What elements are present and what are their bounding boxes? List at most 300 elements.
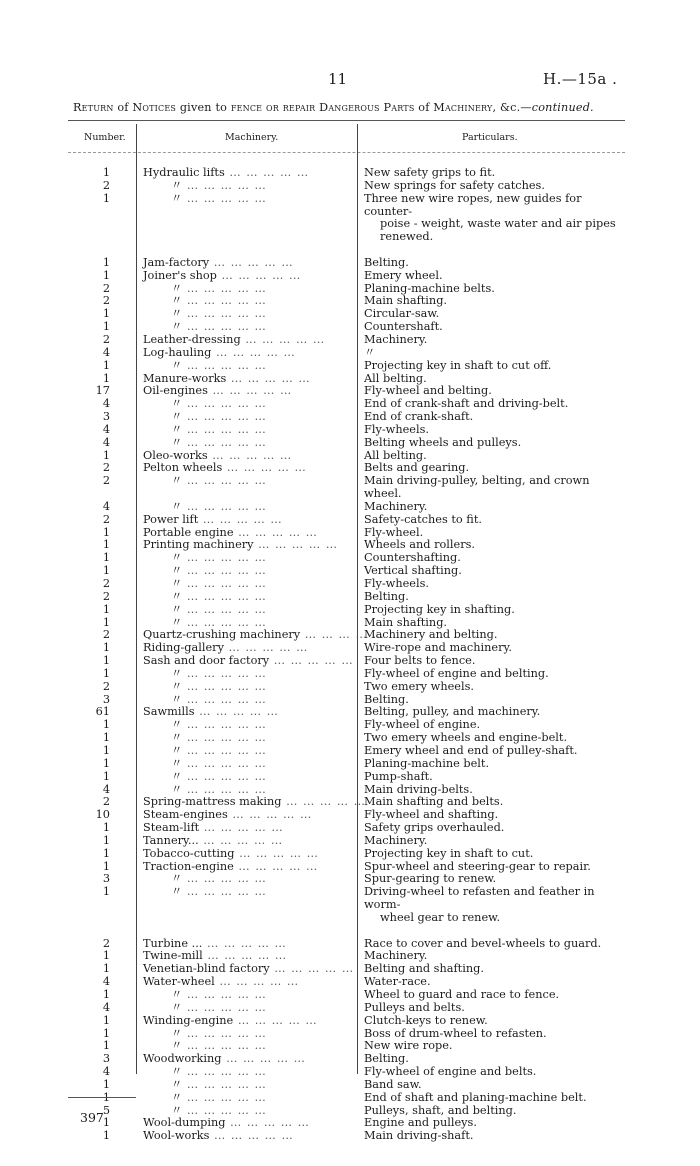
particulars-text: Four belts to fence. bbox=[364, 654, 476, 668]
machinery-label: Sawmills bbox=[143, 705, 195, 719]
particulars-text: New wire rope. bbox=[364, 1039, 453, 1053]
machinery-label: Log-hauling bbox=[143, 345, 212, 359]
leader-dots: … … … … … bbox=[182, 885, 267, 899]
row-machinery bbox=[143, 1130, 355, 1143]
machinery-label: 〃 bbox=[171, 782, 183, 796]
row-number: 3 bbox=[102, 410, 110, 424]
table-row bbox=[0, 257, 700, 270]
particulars-text: Fly-wheels. bbox=[364, 577, 429, 590]
machinery-label: 〃 bbox=[171, 358, 183, 372]
row-particulars bbox=[364, 848, 622, 861]
row-number: 1 bbox=[102, 166, 110, 179]
machinery-label: Wool-dumping bbox=[143, 1116, 226, 1130]
row-number: 2 bbox=[102, 936, 110, 950]
row-particulars bbox=[364, 411, 622, 424]
table-row bbox=[0, 1066, 700, 1079]
row-number: 1 bbox=[102, 821, 110, 835]
row-particulars bbox=[364, 668, 622, 681]
leader-dots: … … … … … bbox=[233, 1013, 318, 1027]
particulars-text: All belting. bbox=[364, 448, 427, 462]
machinery-label: Pelton wheels bbox=[143, 461, 223, 475]
page-number: 11 bbox=[328, 70, 348, 88]
row-machinery bbox=[143, 475, 355, 488]
leader-dots: … … … … … bbox=[182, 679, 267, 693]
particulars-text: Fly-wheel of engine. bbox=[364, 718, 481, 732]
machinery-label: 〃 bbox=[171, 666, 183, 680]
machinery-label: 〃 bbox=[171, 191, 183, 205]
leader-dots: … … … … … bbox=[240, 332, 326, 346]
row-number: 3 bbox=[102, 692, 110, 706]
leader-dots: … … … … … bbox=[182, 294, 267, 308]
row-number: 2 bbox=[102, 461, 110, 475]
row-number: 4 bbox=[102, 397, 110, 411]
leader-dots: … … … … … bbox=[182, 743, 267, 757]
row-particulars bbox=[364, 270, 622, 283]
leader-dots: … … … … … bbox=[182, 988, 267, 1001]
machinery-label: 〃 bbox=[171, 718, 183, 732]
machinery-label: Oleo-works bbox=[143, 448, 208, 462]
machinery-label: 〃 bbox=[171, 1000, 183, 1014]
row-number: 5 bbox=[102, 1103, 110, 1117]
row-number: 2 bbox=[102, 512, 110, 526]
leader-dots: … … … … … bbox=[182, 1026, 267, 1040]
row-particulars bbox=[364, 1015, 622, 1028]
row-number: 1 bbox=[102, 666, 110, 680]
row-particulars bbox=[364, 655, 622, 668]
leader-dots: … … … … … bbox=[227, 808, 313, 822]
table-row bbox=[0, 1015, 700, 1028]
particulars-text: Boss of drum-wheel to refasten. bbox=[364, 1026, 547, 1040]
row-particulars bbox=[364, 475, 622, 501]
table-row bbox=[0, 347, 700, 360]
row-number: 1 bbox=[102, 268, 110, 282]
table-row bbox=[0, 745, 700, 758]
row-number: 4 bbox=[102, 1065, 110, 1079]
particulars-text: Emery wheel. bbox=[364, 268, 443, 282]
row-number: 1 bbox=[102, 615, 110, 629]
leader-dots: … … … … … bbox=[182, 435, 267, 449]
particulars-text: Machinery. bbox=[364, 499, 428, 513]
table-row bbox=[0, 411, 700, 424]
particulars-text: Fly-wheels. bbox=[364, 422, 429, 436]
leader-dots: … … … … … bbox=[182, 692, 267, 706]
machinery-label: Turbine ... bbox=[143, 936, 203, 950]
table-row bbox=[0, 1130, 700, 1143]
heading-word: of bbox=[414, 101, 434, 114]
particulars-text: Machinery. bbox=[364, 833, 428, 847]
row-particulars bbox=[364, 347, 622, 360]
machinery-label: Winding-engine bbox=[143, 1013, 234, 1027]
leader-dots: … … … … … bbox=[269, 654, 354, 668]
row-number: 4 bbox=[102, 1000, 110, 1014]
leader-dots: … … … … … bbox=[182, 1000, 267, 1014]
row-particulars bbox=[364, 167, 622, 180]
row-number: 1 bbox=[102, 769, 110, 783]
leader-dots: … … … … … bbox=[225, 1116, 310, 1130]
particulars-text: Vertical shafting. bbox=[364, 564, 462, 578]
table-row bbox=[0, 1079, 700, 1092]
particulars-text: Fly-wheel of engine and belting. bbox=[364, 666, 549, 680]
row-number: 2 bbox=[102, 795, 110, 809]
leader-dots: … … … … … bbox=[223, 641, 309, 655]
row-particulars bbox=[364, 1066, 622, 1079]
leader-dots: … … … … … bbox=[202, 949, 288, 963]
table-row bbox=[0, 180, 700, 193]
row-number: 1 bbox=[102, 1039, 110, 1053]
row-number: 1 bbox=[102, 564, 110, 578]
machinery-label: Steam-lift bbox=[143, 821, 200, 835]
leader-dots: … … … … … bbox=[182, 731, 267, 745]
leader-dots: … … … … … bbox=[182, 615, 267, 629]
machinery-label: 〃 bbox=[171, 474, 183, 488]
table-row bbox=[0, 1002, 700, 1015]
heading-word: Dangerous Parts bbox=[319, 101, 415, 114]
row-particulars bbox=[364, 591, 622, 604]
row-number: 1 bbox=[102, 859, 110, 873]
spacer-row bbox=[0, 244, 700, 257]
particulars-text: Main driving-pulley, belting, and crown wheel. bbox=[364, 474, 590, 501]
table-row bbox=[0, 668, 700, 681]
row-number: 1 bbox=[102, 255, 110, 269]
machinery-label: 〃 bbox=[171, 1039, 183, 1053]
leader-dots: … … … … … bbox=[182, 602, 267, 616]
row-number: 1 bbox=[102, 1090, 110, 1104]
particulars-text: Fly-wheel. bbox=[364, 525, 424, 539]
total-count: 397 bbox=[80, 1110, 104, 1125]
row-number: 1 bbox=[102, 743, 110, 757]
machinery-label: Leather-dressing bbox=[143, 332, 241, 346]
leader-dots: … … … … … bbox=[216, 268, 302, 282]
table-row bbox=[0, 360, 700, 373]
row-particulars bbox=[364, 886, 622, 925]
leader-dots: … … … … … bbox=[182, 756, 267, 770]
particulars-text: Wheels and rollers. bbox=[364, 538, 475, 552]
row-number: 1 bbox=[102, 320, 110, 334]
table-row bbox=[0, 989, 700, 1002]
particulars-text: Fly-wheel of engine and belts. bbox=[364, 1065, 537, 1079]
leader-dots: … … … … … bbox=[182, 410, 267, 424]
row-number: 2 bbox=[102, 332, 110, 346]
machinery-label: 〃 bbox=[171, 756, 183, 770]
row-number: 1 bbox=[102, 885, 110, 899]
table-row bbox=[0, 604, 700, 617]
row-particulars bbox=[364, 180, 622, 193]
machinery-label: Venetian-blind factory bbox=[143, 962, 270, 976]
particulars-text: Belting, pulley, and machinery. bbox=[364, 705, 541, 719]
particulars-text: Machinery. bbox=[364, 332, 428, 346]
row-number: 1 bbox=[102, 538, 110, 552]
machinery-label: Manure-works bbox=[143, 371, 227, 385]
particulars-continuation: poise - weight, waste water and air pipes bbox=[380, 217, 616, 231]
row-number: 3 bbox=[102, 872, 110, 886]
row-number: 1 bbox=[102, 654, 110, 668]
leader-dots: … … … … … bbox=[182, 191, 267, 205]
machinery-label: 〃 bbox=[171, 988, 183, 1001]
leader-dots: … … … … … bbox=[182, 358, 267, 372]
particulars-text: Belting and shafting. bbox=[364, 962, 484, 976]
machinery-label: 〃 bbox=[171, 564, 183, 578]
row-particulars bbox=[364, 1130, 622, 1143]
machinery-label: Sash and door factory bbox=[143, 654, 270, 668]
leader-dots: … … … … … bbox=[182, 564, 267, 578]
leader-dots: … … … … … bbox=[253, 538, 339, 552]
heading-word: Notices bbox=[132, 101, 177, 114]
table-row bbox=[0, 655, 700, 668]
row-number: 1 bbox=[102, 731, 110, 745]
row-particulars bbox=[364, 360, 622, 373]
machinery-label: 〃 bbox=[171, 602, 183, 616]
row-machinery bbox=[143, 193, 355, 206]
row-number: 4 bbox=[102, 435, 110, 449]
leader-dots: … … … … … bbox=[224, 166, 310, 179]
leader-dots: … … … … … bbox=[182, 422, 267, 436]
row-particulars bbox=[364, 424, 622, 437]
leader-dots: … … … … … bbox=[182, 1039, 267, 1053]
machinery-label: 〃 bbox=[171, 1077, 183, 1091]
machinery-label: Traction-engine bbox=[143, 859, 234, 873]
leader-dots: … … … … … bbox=[182, 666, 267, 680]
row-number: 1 bbox=[102, 448, 110, 462]
row-number: 1 bbox=[102, 756, 110, 770]
particulars-text: Belting. bbox=[364, 589, 409, 603]
table-row bbox=[0, 475, 700, 501]
machinery-label: Wool-works bbox=[143, 1129, 210, 1143]
row-particulars bbox=[364, 1002, 622, 1015]
table-row bbox=[0, 681, 700, 694]
machinery-label: Jam-factory bbox=[143, 255, 210, 269]
table-row bbox=[0, 771, 700, 784]
particulars-text: Fly-wheel and shafting. bbox=[364, 808, 499, 822]
particulars-text: End of shaft and planing-machine belt. bbox=[364, 1090, 587, 1104]
row-number: 1 bbox=[102, 962, 110, 976]
row-number: 1 bbox=[102, 358, 110, 372]
leader-dots: … … … … … bbox=[182, 589, 267, 603]
leader-dots: … … … … … bbox=[234, 846, 319, 860]
row-particulars bbox=[364, 1092, 622, 1105]
machinery-label: Riding-gallery bbox=[143, 641, 224, 655]
particulars-text: Main driving-belts. bbox=[364, 782, 473, 796]
row-number: 1 bbox=[102, 641, 110, 655]
row-number: 2 bbox=[102, 178, 110, 192]
heading-word: given to bbox=[176, 101, 231, 114]
row-particulars bbox=[364, 193, 622, 244]
machinery-label: Oil-engines bbox=[143, 384, 208, 398]
machinery-label: Spring-mattress making bbox=[143, 795, 282, 809]
row-number: 1 bbox=[102, 833, 110, 847]
row-particulars bbox=[364, 681, 622, 694]
row-particulars bbox=[364, 822, 622, 835]
machinery-label: Portable engine bbox=[143, 525, 234, 539]
particulars-text: End of crank-shaft and driving-belt. bbox=[364, 397, 569, 411]
row-machinery bbox=[143, 886, 355, 899]
leader-dots: … … … … … bbox=[182, 1065, 267, 1079]
table-row bbox=[0, 591, 700, 604]
particulars-text: Countershafting. bbox=[364, 551, 461, 565]
leader-dots: … … … … … bbox=[182, 782, 267, 796]
machinery-label: 〃 bbox=[171, 422, 183, 436]
machinery-label: 〃 bbox=[171, 320, 183, 334]
particulars-text: Fly-wheel and belting. bbox=[364, 384, 492, 398]
particulars-text: Belts and gearing. bbox=[364, 461, 470, 475]
leader-dots: … … … … … bbox=[182, 1077, 267, 1091]
leader-dots: … … … … … bbox=[182, 577, 267, 590]
particulars-text: Pump-shaft. bbox=[364, 769, 433, 783]
leader-dots: … … … … … bbox=[198, 512, 283, 526]
row-particulars bbox=[364, 604, 622, 617]
particulars-text: Safety-catches to fit. bbox=[364, 512, 482, 526]
leader-dots: … … … … … bbox=[182, 1090, 267, 1104]
row-number: 1 bbox=[102, 371, 110, 385]
particulars-text: Pulleys, shaft, and belting. bbox=[364, 1103, 517, 1117]
machinery-label: Twine-mill bbox=[143, 949, 203, 963]
leader-dots: … … … … … bbox=[202, 936, 287, 950]
particulars-continuation: wheel gear to renew. bbox=[380, 910, 501, 924]
particulars-text: Main shafting. bbox=[364, 294, 448, 308]
heading-word: Machinery bbox=[433, 101, 493, 114]
machinery-label: 〃 bbox=[171, 577, 183, 590]
particulars-text: Projecting key in shafting. bbox=[364, 602, 515, 616]
leader-dots: … … … … … bbox=[209, 255, 294, 269]
row-number: 10 bbox=[95, 808, 110, 822]
row-particulars bbox=[364, 514, 622, 527]
particulars-text: Three new wire ropes, new guides for counter- bbox=[364, 191, 582, 218]
particulars-text: Wire-rope and machinery. bbox=[364, 641, 512, 655]
row-particulars bbox=[364, 771, 622, 784]
row-number: 1 bbox=[102, 846, 110, 860]
machinery-label: 〃 bbox=[171, 1103, 183, 1117]
row-number: 2 bbox=[102, 679, 110, 693]
leader-dots: … … … … … bbox=[281, 795, 366, 809]
particulars-text: Projecting key in shaft to cut off. bbox=[364, 358, 552, 372]
leader-dots: … … … … … bbox=[182, 474, 267, 488]
leader-dots: … … … … … bbox=[221, 1052, 306, 1066]
machinery-label: 〃 bbox=[171, 743, 183, 757]
spacer-row bbox=[0, 925, 700, 938]
particulars-text: Belting. bbox=[364, 255, 409, 269]
table-row bbox=[0, 758, 700, 771]
machinery-label: Woodworking bbox=[143, 1052, 222, 1066]
machinery-label: 〃 bbox=[171, 872, 183, 886]
leader-dots: … … … … … bbox=[207, 384, 293, 398]
particulars-text: Two emery wheels. bbox=[364, 679, 474, 693]
machinery-label: Steam-engines bbox=[143, 808, 228, 822]
table-body bbox=[0, 167, 700, 1143]
row-number: 2 bbox=[102, 628, 110, 642]
particulars-text: Main shafting and belts. bbox=[364, 795, 504, 809]
row-number: 2 bbox=[102, 294, 110, 308]
leader-dots: … … … … … bbox=[198, 833, 284, 847]
machinery-label: 〃 bbox=[171, 731, 183, 745]
leader-dots: … … … … … bbox=[182, 769, 267, 783]
particulars-text: Clutch-keys to renew. bbox=[364, 1013, 488, 1027]
particulars-text: Safety grips overhauled. bbox=[364, 821, 505, 835]
machinery-label: 〃 bbox=[171, 551, 183, 565]
particulars-text: Countershaft. bbox=[364, 320, 443, 334]
particulars-text: Machinery. bbox=[364, 949, 428, 963]
row-number: 1 bbox=[102, 1129, 110, 1143]
machinery-label: 〃 bbox=[171, 294, 183, 308]
row-particulars bbox=[364, 578, 622, 591]
row-number: 2 bbox=[102, 474, 110, 488]
row-number: 1 bbox=[102, 1116, 110, 1130]
leader-dots: … … … … … bbox=[182, 307, 267, 321]
row-number: 4 bbox=[102, 975, 110, 989]
table-row bbox=[0, 822, 700, 835]
header-top-rule bbox=[68, 120, 625, 121]
leader-dots: … … … … … bbox=[182, 320, 267, 334]
machinery-label: Water-wheel bbox=[143, 975, 215, 989]
particulars-text: Projecting key in shaft to cut. bbox=[364, 846, 534, 860]
particulars-text: New safety grips to fit. bbox=[364, 166, 496, 179]
row-number: 2 bbox=[102, 281, 110, 295]
machinery-label: Tobacco-cutting bbox=[143, 846, 235, 860]
particulars-text: Belting wheels and pulleys. bbox=[364, 435, 522, 449]
leader-dots: … … … … … bbox=[209, 1129, 294, 1143]
heading-word: of bbox=[113, 101, 133, 114]
table-row bbox=[0, 514, 700, 527]
particulars-text: New springs for safety catches. bbox=[364, 178, 545, 192]
particulars-text: Band saw. bbox=[364, 1077, 422, 1091]
leader-dots: … … … … … bbox=[300, 628, 385, 642]
leader-dots: … … … … … bbox=[194, 705, 279, 719]
row-particulars bbox=[364, 437, 622, 450]
machinery-label: 〃 bbox=[171, 435, 183, 449]
row-number: 1 bbox=[102, 949, 110, 963]
machinery-label: 〃 bbox=[171, 410, 183, 424]
table-row bbox=[0, 270, 700, 283]
leader-dots: … … … … … bbox=[182, 1103, 267, 1117]
row-particulars bbox=[364, 745, 622, 758]
row-particulars bbox=[364, 501, 622, 514]
row-particulars bbox=[364, 334, 622, 347]
machinery-label: 〃 bbox=[171, 885, 183, 899]
particulars-text: All belting. bbox=[364, 371, 427, 385]
machinery-label: 〃 bbox=[171, 307, 183, 321]
particulars-text: Belting. bbox=[364, 692, 409, 706]
particulars-text: Two emery wheels and engine-belt. bbox=[364, 731, 568, 745]
particulars-continuation: renewed. bbox=[380, 230, 434, 244]
particulars-text: 〃 bbox=[364, 345, 376, 359]
machinery-label: 〃 bbox=[171, 397, 183, 411]
document-reference: H.—15a . bbox=[543, 70, 618, 88]
row-number: 2 bbox=[102, 589, 110, 603]
total-rule bbox=[68, 1097, 136, 1098]
particulars-text: Machinery and belting. bbox=[364, 628, 498, 642]
machinery-label: 〃 bbox=[171, 1026, 183, 1040]
row-particulars bbox=[364, 989, 622, 1002]
table-row bbox=[0, 578, 700, 591]
row-number: 4 bbox=[102, 782, 110, 796]
particulars-text: Circular-saw. bbox=[364, 307, 440, 321]
table-row bbox=[0, 886, 700, 925]
particulars-text: End of crank-shaft. bbox=[364, 410, 474, 424]
table-row bbox=[0, 437, 700, 450]
row-particulars bbox=[364, 1079, 622, 1092]
particulars-text: Belting. bbox=[364, 1052, 409, 1066]
leader-dots: … … … … … bbox=[182, 178, 267, 192]
table-row bbox=[0, 167, 700, 180]
heading-word: Return bbox=[73, 101, 114, 114]
machinery-label: 〃 bbox=[171, 281, 183, 295]
row-number: 1 bbox=[102, 602, 110, 616]
row-number: 17 bbox=[95, 384, 110, 398]
table-row bbox=[0, 334, 700, 347]
particulars-text: Planing-machine belts. bbox=[364, 281, 495, 295]
particulars-text: Engine and pulleys. bbox=[364, 1116, 477, 1130]
table-row bbox=[0, 424, 700, 437]
particulars-text: Pulleys and belts. bbox=[364, 1000, 465, 1014]
particulars-text: Main shafting. bbox=[364, 615, 448, 629]
